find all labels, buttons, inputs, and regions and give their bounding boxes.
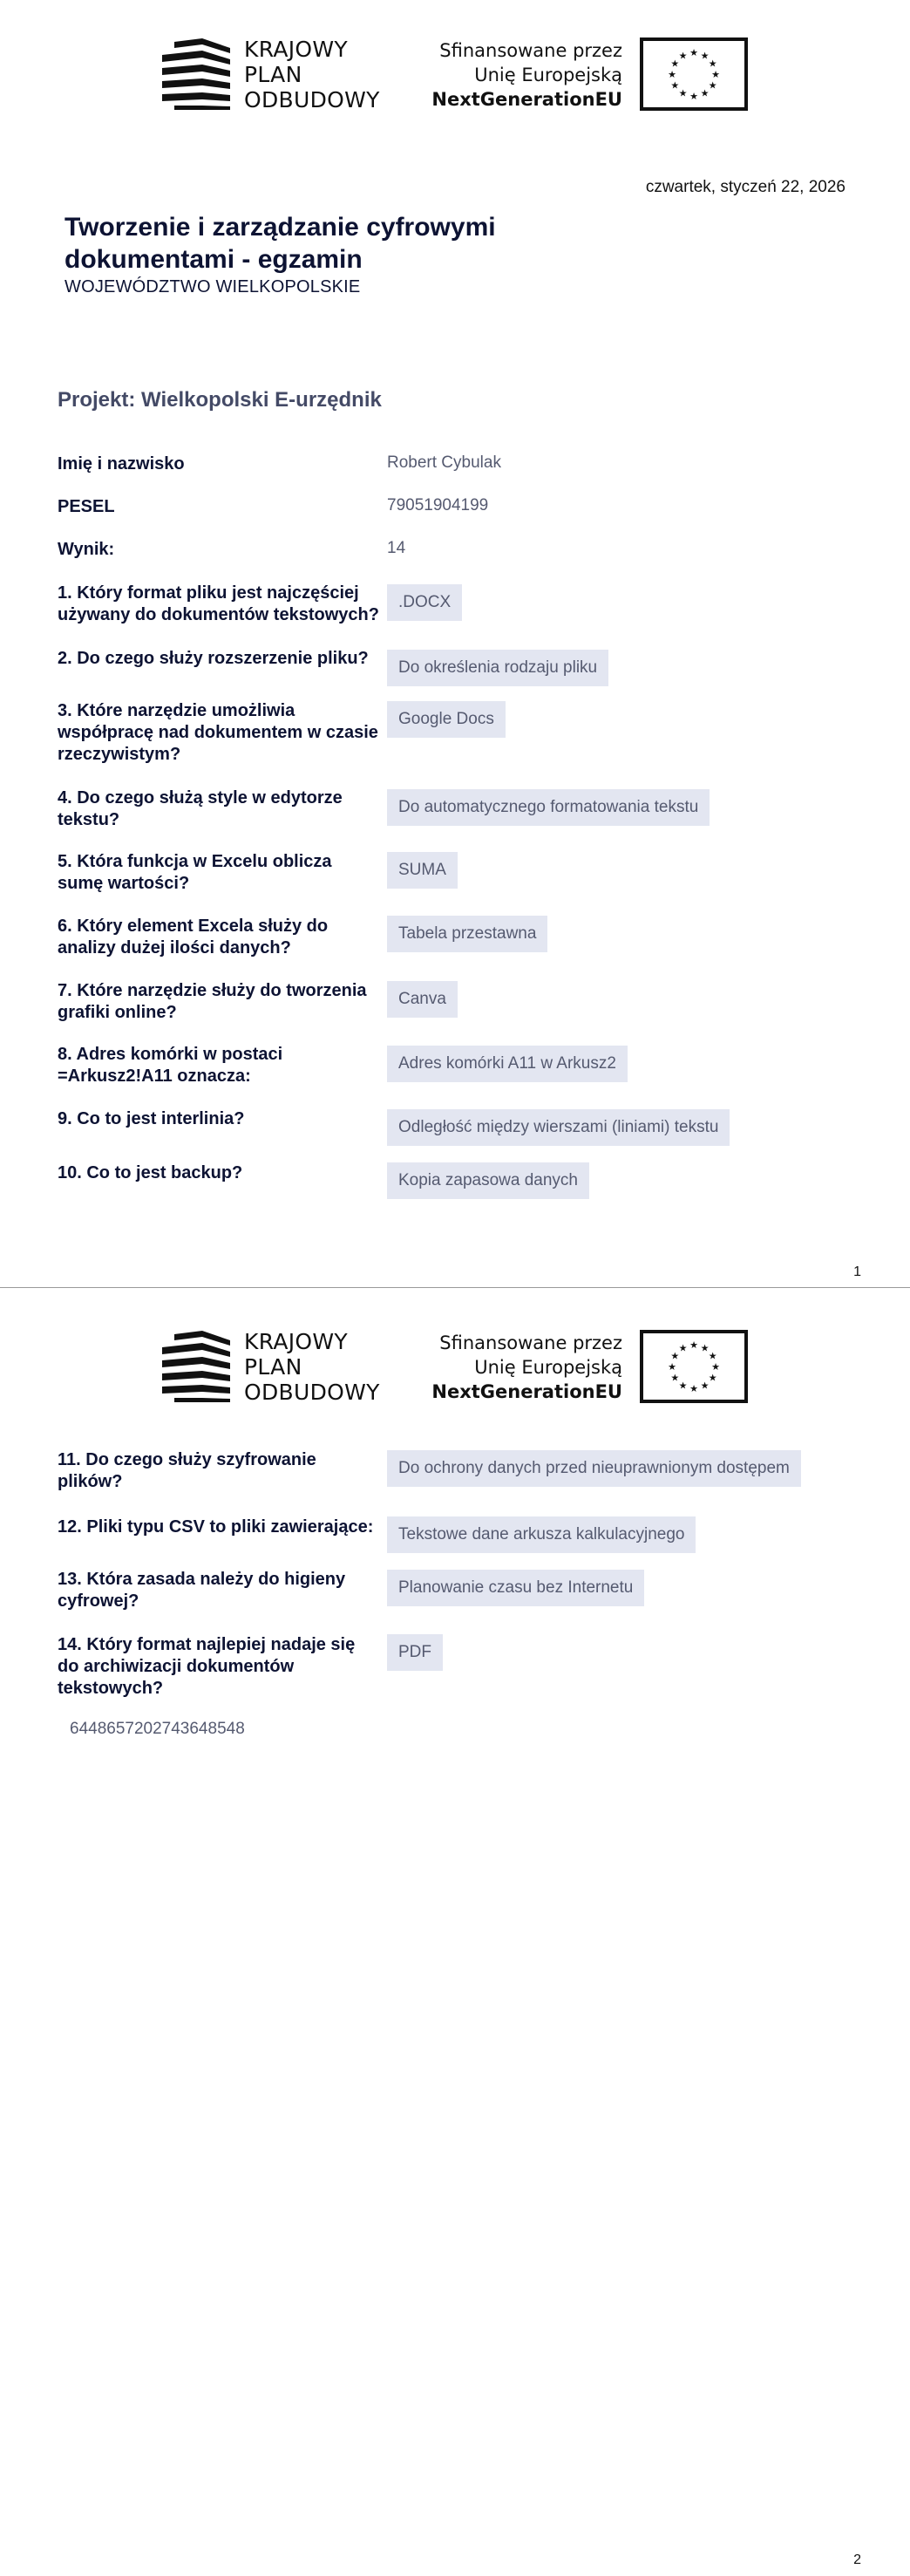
info-label: PESEL <box>58 497 115 516</box>
document-subtitle: WOJEWÓDZTWO WIELKOPOLSKIE <box>65 277 361 296</box>
question-text: 7. Które narzędzie służy do tworzenia grafiki online? <box>58 981 367 1022</box>
answer-badge: Kopia zapasowa danych <box>387 1162 589 1199</box>
eu-star-icon: ★ <box>678 88 688 99</box>
eu-star-icon: ★ <box>708 80 717 92</box>
question-text: 3. Które narzędzie umożliwia współpracę nad dokumentem w czasie rzeczywistym? <box>58 701 378 764</box>
page-number: 1 <box>853 1264 861 1279</box>
answer-badge: PDF <box>387 1634 443 1671</box>
question-text: 8. Adres komórki w postaci =Arkusz2!A11 oznacza: <box>58 1045 283 1086</box>
eu-funding-logo <box>431 1327 748 1406</box>
answer-badge: SUMA <box>387 852 458 889</box>
answer-badge: Do określenia rodzaju pliku <box>387 650 608 686</box>
question-text: 9. Co to jest interlinia? <box>58 1109 245 1128</box>
kpo-logo <box>162 1327 390 1406</box>
eu-line-1: Sfinansowane przez <box>439 40 622 61</box>
kpo-logo-text <box>244 1329 380 1405</box>
eu-star-icon: ★ <box>700 1380 710 1392</box>
page-header <box>162 1327 748 1407</box>
eu-flag-icon <box>640 37 748 111</box>
kpo-line-3: ODBUDOWY <box>244 1380 380 1405</box>
question-text: 4. Do czego służą style w edytorze tekstu? <box>58 788 343 829</box>
document-code: 6448657202743648548 <box>70 1720 245 1738</box>
eu-star-icon: ★ <box>711 1362 720 1373</box>
question-text: 11. Do czego służy szyfrowanie plików? <box>58 1450 316 1491</box>
eu-flag-icon <box>640 1330 748 1403</box>
eu-stars <box>643 1333 744 1400</box>
eu-line-2: Unię Europejską <box>474 1357 622 1378</box>
answer-badge: Canva <box>387 981 458 1018</box>
page-number: 2 <box>853 2552 861 2567</box>
page-1 <box>0 0 910 1287</box>
eu-funding-logo <box>431 35 748 113</box>
question-text: 14. Który format najlepiej nadaje się do archiwizacji dokumentów tekstowych? <box>58 1635 356 1698</box>
info-value: 79051904199 <box>387 496 489 515</box>
eu-star-icon: ★ <box>689 1340 698 1351</box>
question-text: 10. Co to jest backup? <box>58 1163 243 1182</box>
eu-star-icon: ★ <box>700 51 710 62</box>
info-value: Robert Cybulak <box>387 453 501 472</box>
eu-star-icon: ★ <box>668 1362 676 1373</box>
page-header <box>162 35 748 115</box>
kpo-emblem-icon <box>162 1331 230 1402</box>
eu-funding-text <box>431 38 622 112</box>
eu-star-icon: ★ <box>668 70 676 80</box>
answer-badge: Do automatycznego formatowania tekstu <box>387 789 710 826</box>
answer-badge: Adres komórki A11 w Arkusz2 <box>387 1046 628 1082</box>
answer-badge: Tekstowe dane arkusza kalkulacyjnego <box>387 1516 696 1553</box>
answer-badge: Planowanie czasu bez Internetu <box>387 1570 644 1606</box>
eu-star-icon: ★ <box>700 1343 710 1354</box>
eu-star-icon: ★ <box>670 58 680 70</box>
eu-star-icon: ★ <box>678 51 688 62</box>
project-name: Projekt: Wielkopolski E-urzędnik <box>58 388 382 412</box>
eu-star-icon: ★ <box>700 88 710 99</box>
answer-badge: Do ochrony danych przed nieuprawnionym dostępem <box>387 1450 801 1487</box>
question-text: 6. Który element Excela służy do analizy dużej ilości danych? <box>58 917 329 957</box>
kpo-line-2: PLAN <box>244 1354 302 1380</box>
kpo-logo-text <box>244 37 380 112</box>
eu-star-icon: ★ <box>689 92 698 102</box>
info-label: Wynik: <box>58 540 115 559</box>
eu-line-1: Sfinansowane przez <box>439 1332 622 1353</box>
answer-badge: Tabela przestawna <box>387 916 547 952</box>
eu-star-icon: ★ <box>678 1380 688 1392</box>
kpo-logo <box>162 35 390 113</box>
document-title: Tworzenie i zarządzanie cyfrowymi dokumentami - egzamin <box>65 213 496 274</box>
eu-stars <box>643 41 744 107</box>
answer-badge: .DOCX <box>387 584 462 621</box>
eu-star-icon: ★ <box>678 1343 688 1354</box>
kpo-emblem-icon <box>162 38 230 110</box>
eu-star-icon: ★ <box>711 70 720 80</box>
eu-funding-text <box>431 1331 622 1404</box>
question-text: 5. Która funkcja w Excelu oblicza sumę wartości? <box>58 852 332 893</box>
eu-star-icon: ★ <box>708 1373 717 1384</box>
eu-star-icon: ★ <box>689 1384 698 1394</box>
question-text: 2. Do czego służy rozszerzenie pliku? <box>58 649 369 668</box>
page-2 <box>0 1288 910 2576</box>
eu-line-2: Unię Europejską <box>474 65 622 85</box>
eu-line-3: NextGenerationEU <box>431 89 622 110</box>
kpo-line-3: ODBUDOWY <box>244 87 380 112</box>
document-date: czwartek, styczeń 22, 2026 <box>645 178 845 196</box>
question-text: 13. Która zasada należy do higieny cyfrowej? <box>58 1570 346 1611</box>
info-label: Imię i nazwisko <box>58 454 185 474</box>
kpo-line-1: KRAJOWY <box>244 1329 348 1354</box>
kpo-line-2: PLAN <box>244 62 302 87</box>
eu-star-icon: ★ <box>670 80 680 92</box>
eu-line-3: NextGenerationEU <box>431 1381 622 1402</box>
answer-badge: Google Docs <box>387 701 506 738</box>
answer-badge: Odległość między wierszami (liniami) tekstu <box>387 1109 730 1146</box>
eu-star-icon: ★ <box>708 58 717 70</box>
eu-star-icon: ★ <box>670 1351 680 1362</box>
eu-star-icon: ★ <box>670 1373 680 1384</box>
kpo-line-1: KRAJOWY <box>244 37 348 62</box>
question-text: 12. Pliki typu CSV to pliki zawierające: <box>58 1517 374 1537</box>
eu-star-icon: ★ <box>689 48 698 58</box>
eu-star-icon: ★ <box>708 1351 717 1362</box>
question-text: 1. Który format pliku jest najczęściej używany do dokumentów tekstowych? <box>58 583 379 624</box>
info-value: 14 <box>387 539 406 557</box>
